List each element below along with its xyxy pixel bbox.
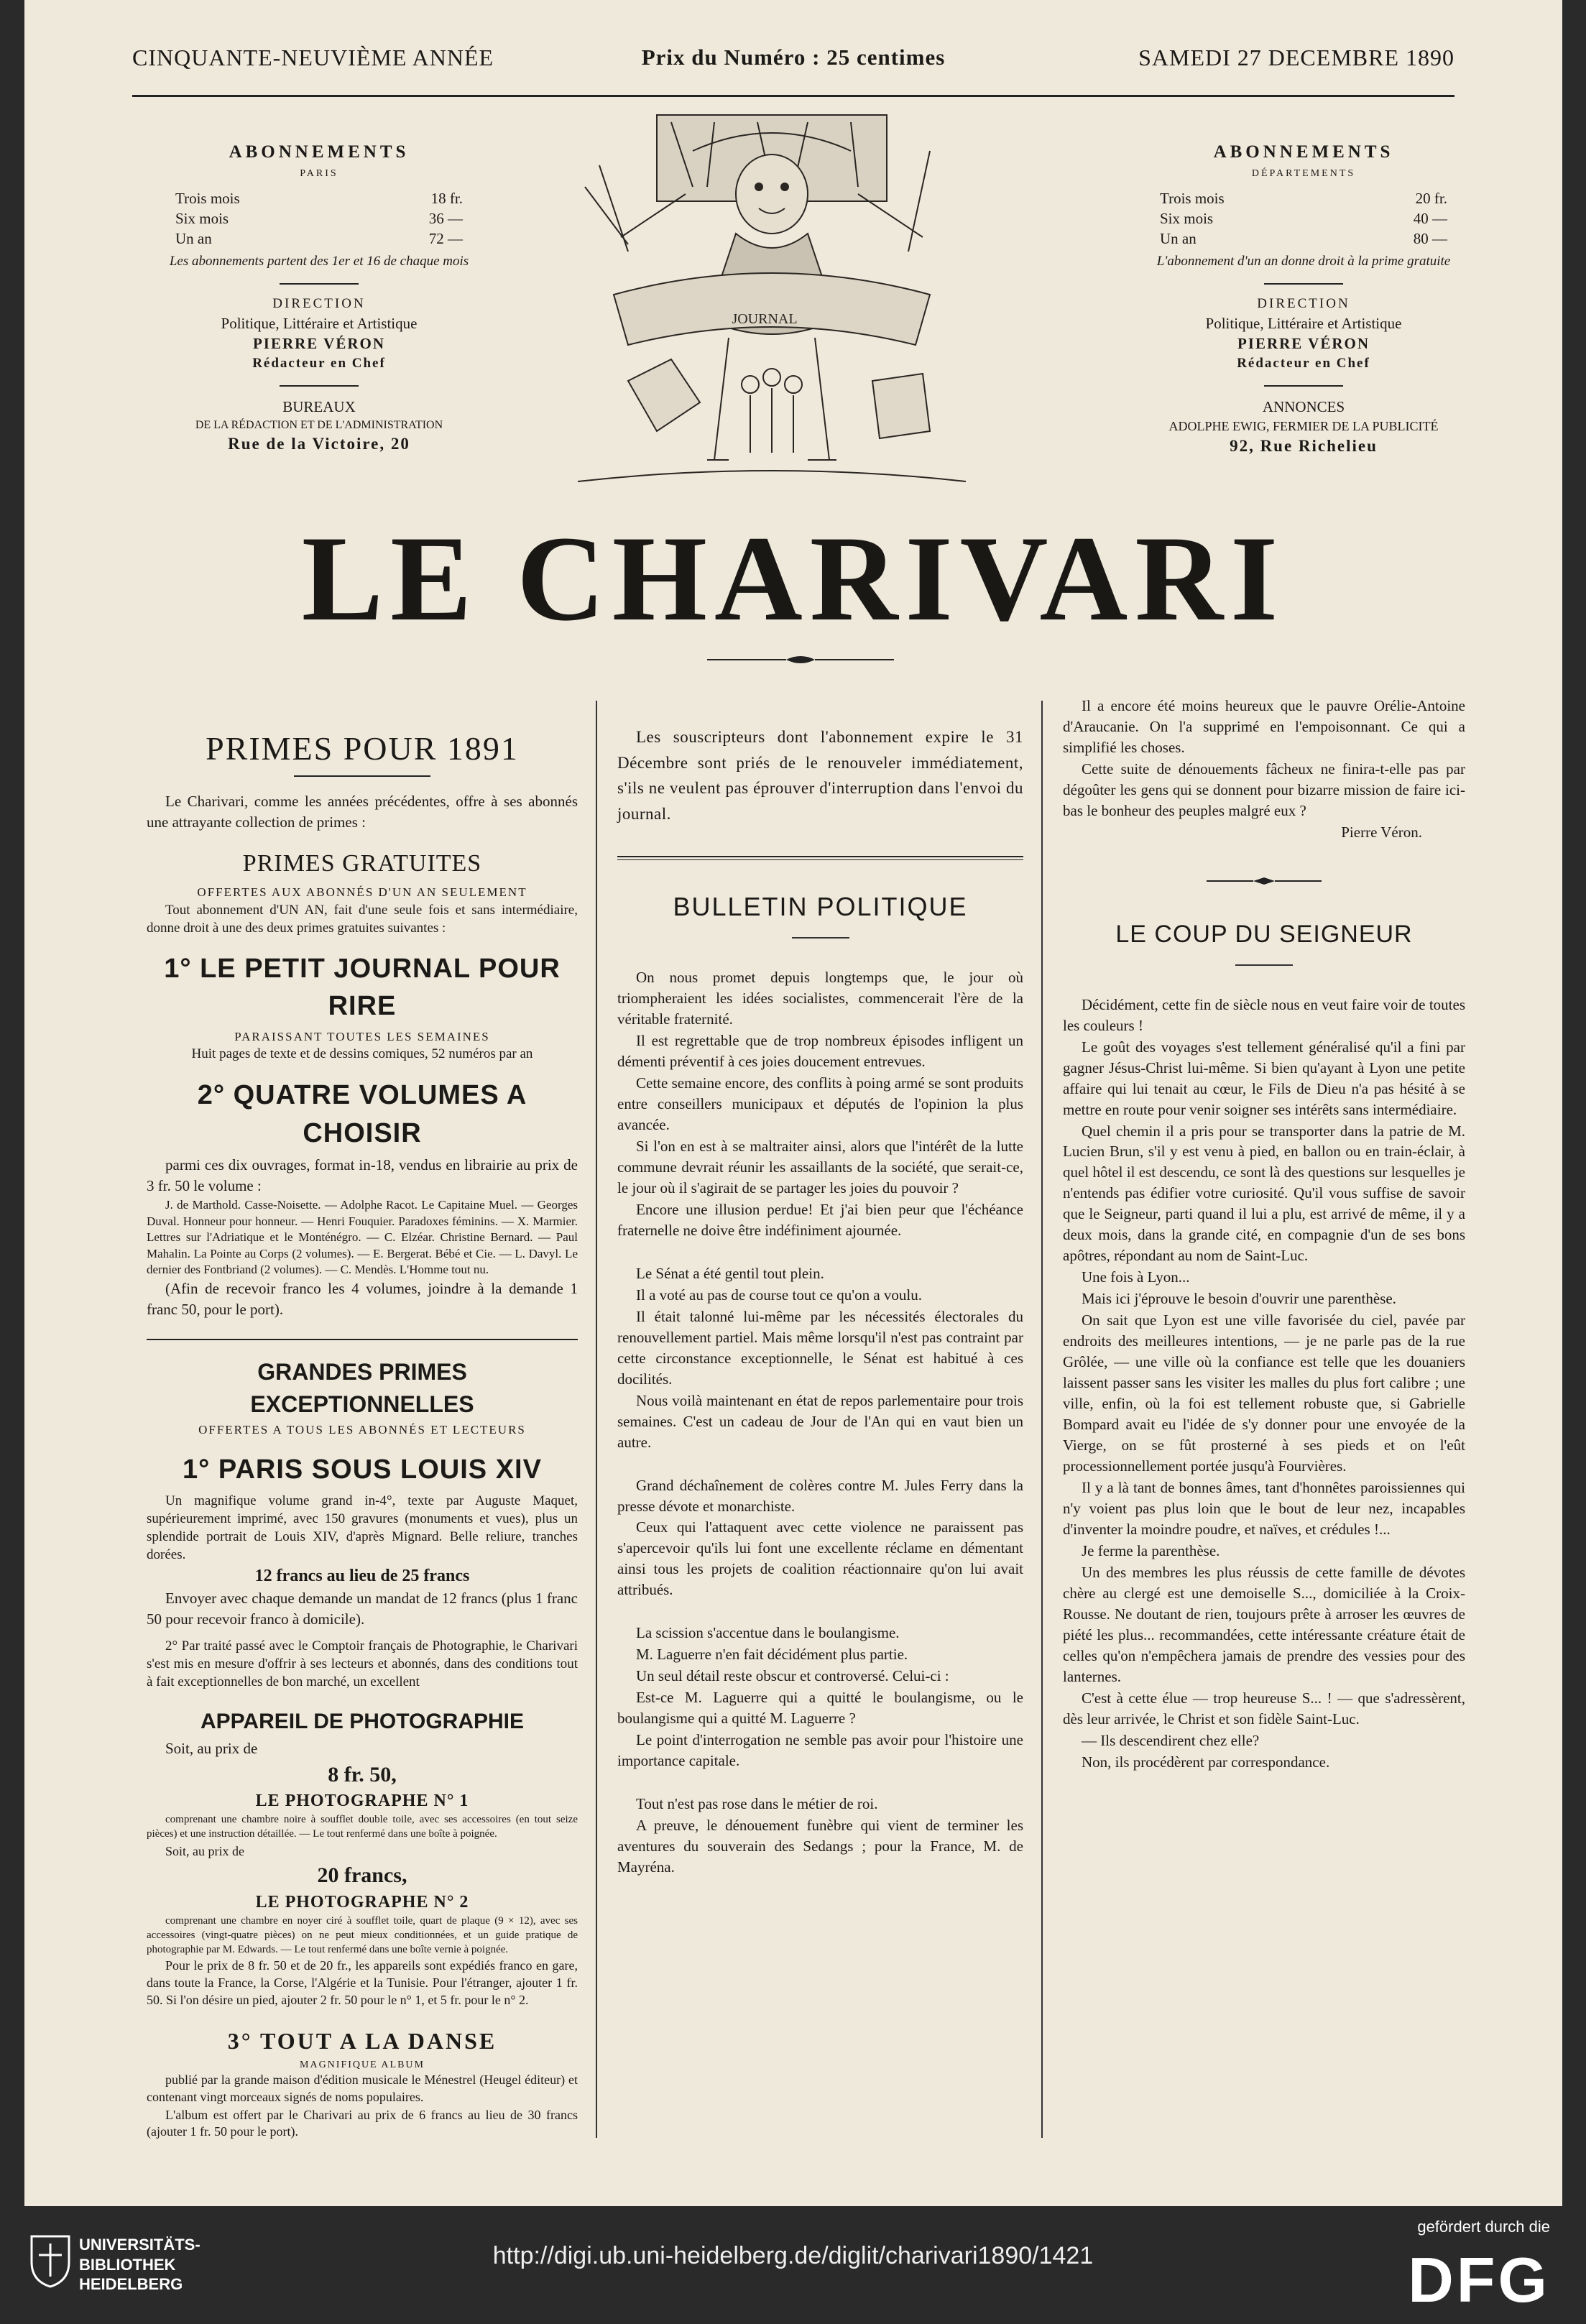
coup-para: On sait que Lyon est une ville favorisée du ciel, pavée par endroits des meilleures intentions, — je ne parle pas de la rue Grôlée, — une ville où la confiance est telle que les douaniers laissent passer sans les visiter les malles du plus fort calibre ; une ville, enfin, où la foi est tellement robuste que, si Gabrielle Bompard avait eu l'idée de s'y donner pour une envoyée de la Vierge, on se fût prosterné à ses pieds et on l'eût processionnellement portée jusqu'à Fourvières. [1063,1311,1465,1475]
bulletin-para: Encore une illusion perdue! Et j'ai bien peur que l'échéance fraternelle ne doive être indéfiniment ajournée. [617,1200,1023,1239]
direction-sub: Politique, Littéraire et Artistique [1205,314,1402,332]
grande-prime-1-title: 1° PARIS SOUS LOUIS XIV [183,1454,542,1485]
annonces-address: 92, Rue Richelieu [1230,436,1378,455]
subscriptions-paris [147,140,492,455]
price-row: Un an 80 — [1160,230,1447,248]
prime-2-list: J. de Marthold. Casse-Noisette. — Adolphe Racot. Le Capitaine Muel. — Georges Duval. Honneur pour honneur. — Henri Fouquier. Paradoxes féminins. — X. Marmier. Lettres sur l'Adriatique et le Monténégro. — C. Elzéar. Christine Bernard. — Paul Mahalin. La Pointe au Corps (2 volumes). — E. Bergerat. Bébé et Cie. — L. Davyl. Le dernier des Fontbriand (2 volumes). — C. Mendès. L'Homme tout nu. [147,1198,578,1277]
bulletin-title: BULLETIN POLITIQUE [673,891,968,921]
bulletin-para: La scission s'accentue dans le boulangisme. [636,1624,900,1642]
bulletin-para: Cette semaine encore, des conflits à poing armé se sont produits entre conseillers municipaux et députés de l'opinion la plus avancée. [617,1074,1023,1134]
coup-para: Une fois à Lyon... [1082,1268,1190,1286]
editor-role: Rédacteur en Chef [1237,355,1370,371]
grandes-primes-title: GRANDES PRIMES EXCEPTIONNELLES [250,1359,474,1417]
prime-2-text: parmi ces dix ouvrages, format in-18, vendus en librairie au prix de 3 fr. 50 le volume : [147,1156,578,1195]
vignette-journal-label: JOURNAL [732,311,798,327]
ornament [1207,876,1322,886]
permalink-url[interactable]: http://digi.ub.uni-heidelberg.de/diglit/charivari1890/1421 [492,2242,1094,2269]
coup-para: — Ils descendirent chez elle? [1082,1731,1260,1749]
header-rule [132,95,1454,97]
appareil-soit: Soit, au prix de [165,1739,258,1757]
editor-role: Rédacteur en Chef [252,355,386,371]
appareil-price-2: 20 francs, [317,1863,407,1888]
price-row: Trois mois 20 fr. [1160,189,1447,207]
coup-title: LE COUP DU SEIGNEUR [1115,920,1413,948]
appareil-shipping: Pour le prix de 8 fr. 50 et de 20 fr., les appareils sont expédiés franco en gare, dans toute la France, la Corse, l'Algérie et la Tunisie. Pour l'étranger, ajouter 1 fr. 50. Si l'on désire un pied, ajouter 2 fr. 50 pour le n° 1, et 5 fr. pour le n° 2. [147,1958,578,2007]
subscriptions-departements [1131,140,1476,457]
photographe-2-text: comprenant une chambre en noyer ciré à soufflet toile, quart de plaque (9 × 12), avec ses accessoires (vingt-quatre pièces) on ne peut mieux conditionnées, et un guide pratique de photographie par M. Edwards. — Le tout renfermé dans une boîte vernie à poignée. [147,1914,578,1955]
bulletin-para: Grand déchaînement de colères contre M. Jules Ferry dans la presse dévote et monarchiste. [617,1476,1023,1515]
bulletin-para: Le point d'interrogation ne semble pas avoir pour l'histoire une importance capitale. [617,1731,1023,1770]
bulletin-para: A preuve, le dénouement funèbre qui vient de terminer les aventures du souverain des Sedangs ; pour la France, M. de Mayréna. [617,1817,1023,1876]
issue-date: SAMEDI 27 DECEMBRE 1890 [1138,45,1454,70]
divider [1264,385,1343,387]
bulletin-para: Nous voilà maintenant en état de repos parlementaire pour trois semaines. C'est un cadeau de Jour de l'An qui en vaut bien un autre. [617,1391,1023,1451]
edition-year: CINQUANTE-NEUVIÈME ANNÉE [132,45,494,70]
grande-prime-1-note: Envoyer avec chaque demande un mandat de 12 francs (plus 1 franc 50 pour recevoir franco à domicile). [147,1590,578,1628]
photographe-2-title: LE PHOTOGRAPHE N° 2 [255,1892,469,1912]
box-title: ABONNEMENTS [229,142,410,162]
grande-prime-3-text: publié par la grande maison d'édition musicale le Ménestrel (Heugel éditeur) et contenant vingt morceaux signés de noms populaires. [147,2072,578,2104]
prime-2-title: 2° QUATRE VOLUMES A CHOISIR [197,1080,527,1148]
prime-2-note: (Afin de recevoir franco les 4 volumes, joindre à la demande 1 franc 50, pour le port). [147,1280,578,1319]
prime-1-text: Huit pages de texte et de dessins comiques, 52 numéros par an [191,1046,533,1062]
funded-by-label: gefördert durch die [1417,2218,1550,2236]
divider [1264,283,1343,285]
editor-name: PIERRE VÉRON [1237,335,1370,353]
coup-para: Il y a là tant de bonnes âmes, tant d'honnêtes paroissiennes qui n'y voient pas plus loin que le bout de leur nez, incapables d'inventer la moindre poudre, et naïves, et crédules !... [1063,1478,1465,1538]
bureaux-label: BUREAUX [282,398,356,416]
prime-1-title: 1° LE PETIT JOURNAL POUR RIRE [164,953,561,1022]
box-title: ABONNEMENTS [1213,142,1394,162]
divider [280,385,359,387]
header-line [132,45,1454,95]
box-region: DÉPARTEMENTS [1251,167,1356,179]
masthead-title: LE CHARIVARI [301,511,1286,646]
column-primes [147,704,578,2141]
renewal-notice: Les souscripteurs dont l'abonnement expire le 31 Décembre sont priés de le renouveler immédiatement, s'ils ne veulent pas éprouver d'interruption dans l'envoi du journal. [617,728,1023,823]
ornament [707,653,894,667]
bulletin-para: Il était talonné lui-même par les nécessités électorales du renouvellement partiel. Mais même lorsqu'il n'est pas contraint par cette circonstance exceptionnelle, le Sénat est habitué à ces docilités. [617,1307,1023,1388]
photographe-1-title: LE PHOTOGRAPHE N° 1 [255,1791,469,1810]
university-library-logo: UNIVERSITÄTS- BIBLIOTHEK HEIDELBERG [79,2236,200,2293]
grande-prime-3-title: 3° TOUT A LA DANSE [227,2027,497,2054]
bulletin-para: On nous promet depuis longtemps que, le jour où triompheraient les idées socialistes, commencerait l'ère de la véritable fraternité. [617,969,1023,1028]
bulletin-para: Il a voté au pas de course tout ce qu'on a voulu. [636,1286,922,1304]
bulletin-para: Le Sénat a été gentil tout plein. [636,1264,824,1282]
primes-intro: Le Charivari, comme les années précédentes, offre à ses abonnés une attrayante collection de primes : [147,793,578,831]
direction-label: DIRECTION [272,296,366,312]
bulletin-para: Un seul détail reste obscur et controversé. Celui-ci : [636,1667,949,1685]
price-row: Un an 72 — [175,230,463,248]
direction-label: DIRECTION [1257,296,1350,312]
column-bulletin [617,704,1023,1878]
coup-para: Le goût des voyages s'est tellement généralisé qu'il a fini par gagner Jésus-Christ lui-même. Si bien qu'ayant à Lyon une petite affaire qui lui tenait au cœur, le Fils de Dieu n'a pas hésité à se mettre en route pour venir soigner ses intérêts sans intermédiaire. [1063,1038,1465,1118]
coup-para: Non, ils procédèrent par correspondance. [1082,1753,1330,1771]
dfg-logo: DFG [1408,2244,1550,2315]
price-row: Six mois 40 — [1160,209,1447,227]
primes-gratuites-title: PRIMES GRATUITES [242,850,482,877]
primes-title: PRIMES POUR 1891 [206,730,519,767]
appareil-price-1: 8 fr. 50, [328,1762,397,1786]
appareil-title: APPAREIL DE PHOTOGRAPHIE [200,1710,525,1734]
coup-para: Décidément, cette fin de siècle nous en veut faire voir de toutes les couleurs ! [1063,995,1465,1034]
price-row: Six mois 36 — [175,209,463,227]
bulletin-para: Si l'on en est à se maltraiter ainsi, alors que l'intérêt de la lutte commune devrait réunir les assaillants de la société, que serait-ce, le jour où il s'agirait de se partager les joies du pouvoir ? [617,1137,1023,1196]
subscription-note: Les abonnements partent des 1er et 16 de chaque mois [169,253,469,269]
grande-prime-1-text: Un magnifique volume grand in-4°, texte par Auguste Maquet, supérieurement imprimé, avec 150 gravures (monuments et vues), plus un splendide portrait de Louis XIV, d'après Mignard. Belle reliure, tranches dorées. [147,1493,578,1562]
bulletin-para: Il est regrettable que de trop nombreux épisodes infligent un démenti préventif à ces joies doucement entrevues. [617,1032,1023,1071]
annonces-label: ANNONCES [1262,398,1345,416]
bulletin-para: Ceux qui l'attaquent avec cette violence ne paraissent pas s'apercevoir qu'ils lui font une excellente réclame en démentant ainsi tous les projets de coalition réactionnaire qu'on lui avait attribués. [617,1518,1023,1599]
appareil-soit-2: Soit, au prix de [165,1843,244,1858]
grande-prime-2-text: 2° Par traité passé avec le Comptoir français de Photographie, le Charivari s'est mis en mesure d'offrir à ses lecteurs et abonnés, dans des conditions tout à fait exceptionnelles de bon marché, un excellent [147,1638,578,1690]
grande-prime-1-price: 12 francs au lieu de 25 francs [254,1566,470,1585]
library-footer [0,2206,1586,2324]
coup-para: Mais ici j'éprouve le besoin d'ouvrir une parenthèse. [1082,1290,1396,1308]
primes-gratuites-text: Tout abonnement d'UN AN, fait d'une seule fois et sans intermédiaire, donne droit à une des deux primes gratuites suivantes : [147,902,578,936]
box-city: PARIS [300,167,338,179]
price-row: Trois mois 18 fr. [175,189,463,207]
bulletin-continued: Cette suite de dénouements fâcheux ne finira-t-elle pas par dégoûter les gens qui se donnent pour bizarre mission de faire ici-bas le bonheur des peuples malgré eux ? [1063,760,1465,819]
coup-para: Je ferme la parenthèse. [1082,1541,1220,1559]
masthead-illustration [571,108,973,510]
coup-para: Un des membres les plus réussis de cette famille de dévotes chère au clergé est une demoiselle S..., domiciliée à la Croix-Rousse. Ne doutant de rien, toujours prête à arroser les œuvres de piété les plus... recommandées, cette intéressante créature était de celles qu'on n'empêchera jamais de prendre des vessies pour des lanternes. [1063,1563,1465,1685]
bulletin-para: Tout n'est pas rose dans le métier de roi. [636,1795,878,1813]
primes-gratuites-sub: OFFERTES AUX ABONNÉS D'UN AN SEULEMENT [197,885,527,900]
grande-prime-3-sub: MAGNIFIQUE ALBUM [300,2059,425,2070]
bulletin-para: M. Laguerre n'en fait décidément plus partie. [636,1646,908,1664]
coup-para: C'est à cette élue — trop heureuse S... ! — que s'adressèrent, dès leur arrivée, le Christ et son fidèle Saint-Luc. [1063,1689,1465,1728]
bulletin-continued: Il a encore été moins heureux que le pauvre Orélie-Antoine d'Araucanie. On l'a supprimé en l'empoisonnant. Ce qui a simplifié les choses. [1063,697,1465,756]
newspaper-page [24,0,1562,2206]
divider [280,283,359,285]
editor-name: PIERRE VÉRON [252,335,386,353]
subscription-note: L'abonnement d'un an donne droit à la prime gratuite [1156,253,1451,269]
direction-sub: Politique, Littéraire et Artistique [221,314,418,332]
photographe-1-text: comprenant une chambre noire à soufflet double toile, avec ses accessoires (en tout seize pièces) et une instruction détaillée. — Le tout renfermé dans une boîte à poignée. [147,1814,578,1840]
signature: Pierre Véron. [1341,823,1422,841]
column-rule [1041,701,1043,2138]
annonces-sub: ADOLPHE EWIG, FERMIER DE LA PUBLICITÉ [1168,418,1439,433]
prime-1-sub: PARAISSANT TOUTES LES SEMAINES [234,1029,490,1043]
column-rule [596,701,597,2138]
bureaux-address: Rue de la Victoire, 20 [228,435,410,453]
issue-price: Prix du Numéro : 25 centimes [641,45,946,70]
bulletin-para: Est-ce M. Laguerre qui a quitté le boulangisme, ou le boulangisme qui a quitté M. Laguerre ? [617,1689,1023,1728]
grande-prime-3-offer: L'album est offert par le Charivari au prix de 6 francs au lieu de 30 francs (ajouter 1 fr. 50 pour le port). [147,2107,578,2139]
column-coup-du-seigneur [1063,696,1465,1774]
coup-para: Quel chemin il a pris pour se transporter dans la patrie de M. Lucien Brun, s'il y est venu à pied, en ballon ou en train-éclair, à quel hôtel il est descendu, ce sont là des questions sur lesquelles je n'entends pas édifier votre curiosité. Qu'il vous suffise de savoir que le Seigneur, parti quand il lui a plu, est arrivé de même, il y a deux mois, dans la grande cité, en compagnie d'un de ses bons apôtres, répondant au nom de Saint-Luc. [1063,1122,1465,1265]
bureaux-sub: DE LA RÉDACTION ET DE L'ADMINISTRATION [195,418,443,431]
grandes-primes-sub: OFFERTES A TOUS LES ABONNÉS ET LECTEURS [198,1422,526,1437]
